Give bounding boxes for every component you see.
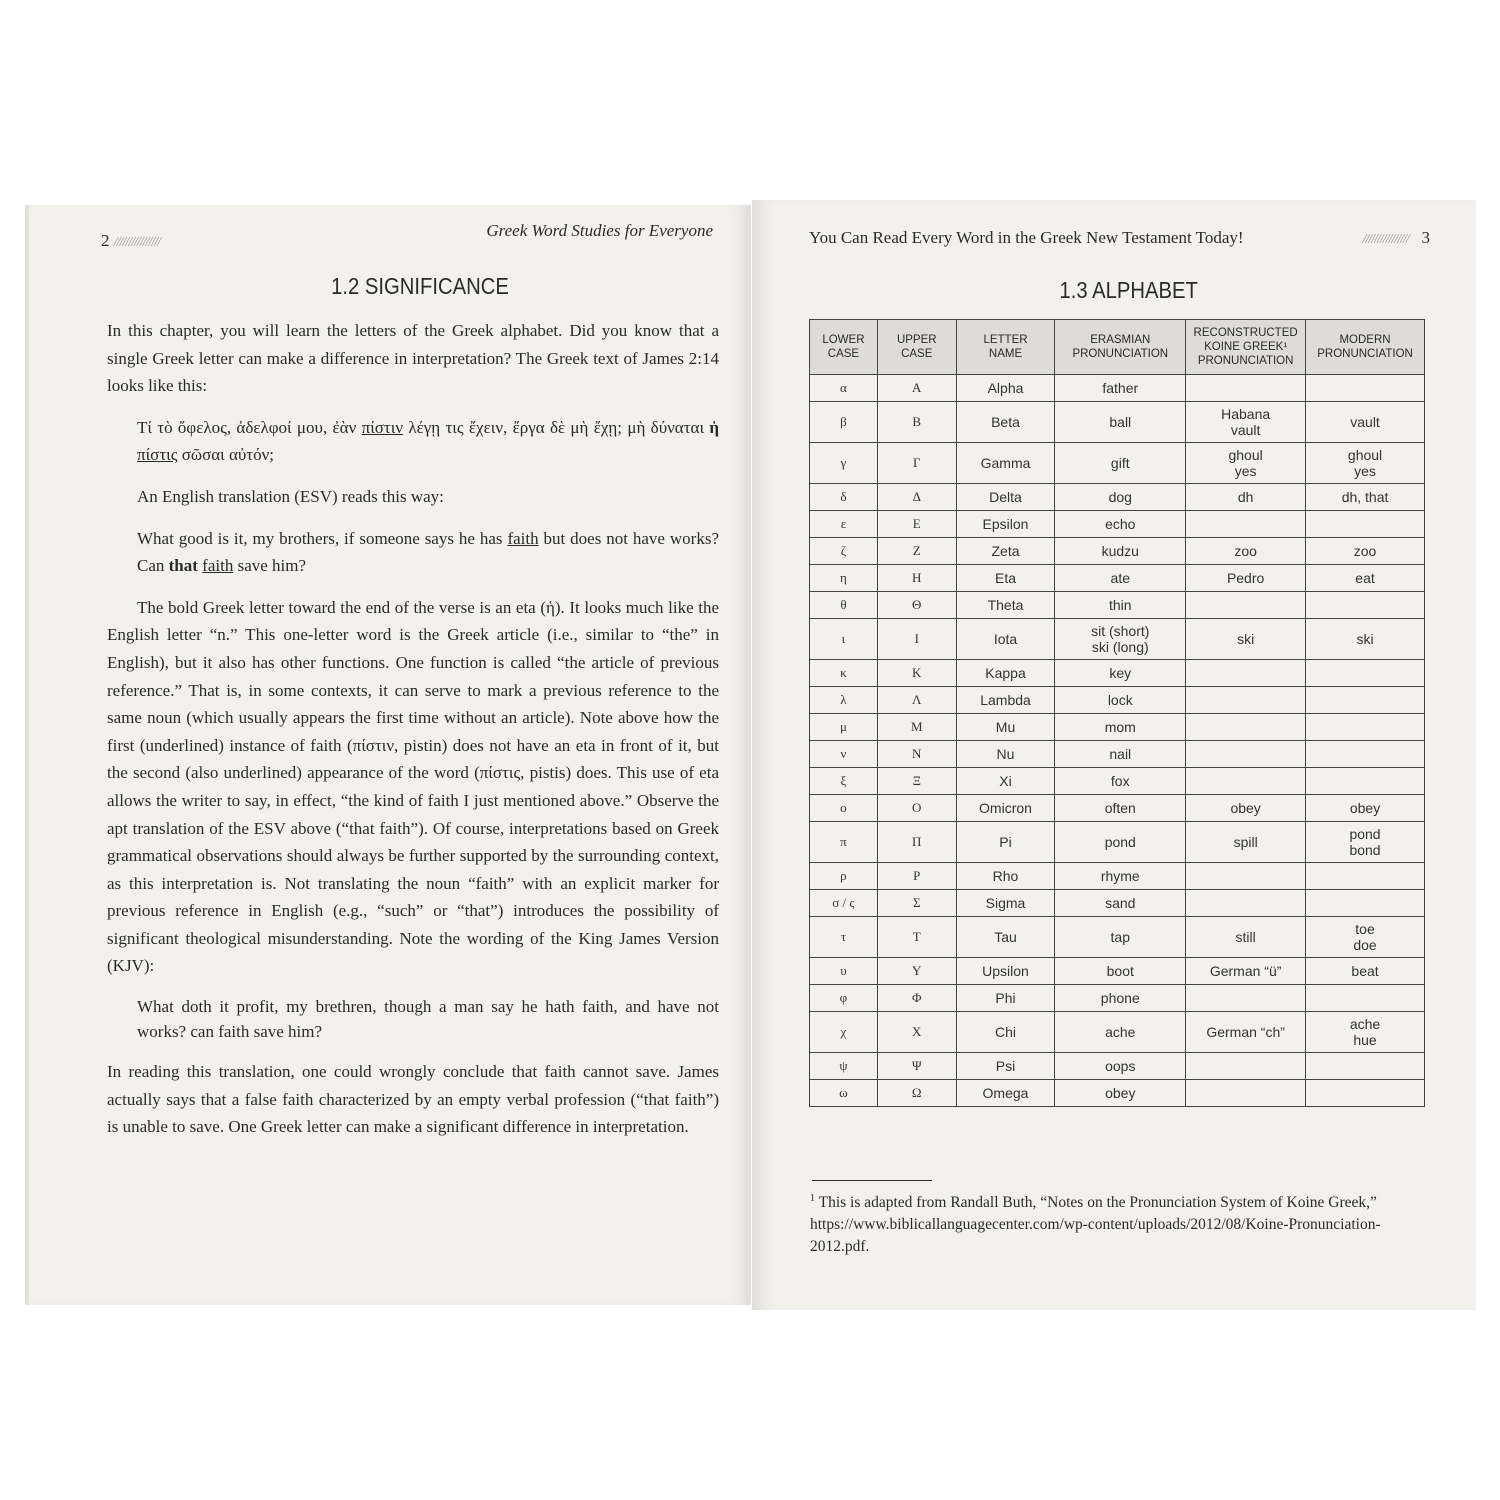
- table-row: [810, 511, 1425, 538]
- lowercase-cell: σ / ς: [810, 890, 878, 917]
- letter-name-cell: Delta: [956, 484, 1055, 511]
- letter-name-cell: Theta: [956, 592, 1055, 619]
- lowercase-cell: ε: [810, 511, 878, 538]
- modern-cell: [1306, 890, 1425, 917]
- koine-cell: [1186, 687, 1306, 714]
- letter-name-cell: Omega: [956, 1080, 1055, 1107]
- koine-cell: [1186, 1053, 1306, 1080]
- modern-cell: vault: [1306, 402, 1425, 443]
- table-row: [810, 375, 1425, 402]
- letter-name-cell: Lambda: [956, 687, 1055, 714]
- underlined-word: πίστις: [137, 445, 178, 465]
- lowercase-cell: ζ: [810, 538, 878, 565]
- letter-name-cell: Chi: [956, 1012, 1055, 1053]
- section-title: 1.3 ALPHABET: [1059, 277, 1198, 303]
- esv-quote: [107, 525, 719, 580]
- column-header: MODERN PRONUNCIATION: [1306, 320, 1425, 375]
- uppercase-cell: Σ: [877, 890, 956, 917]
- left-page: [25, 205, 751, 1305]
- uppercase-cell: Υ: [877, 958, 956, 985]
- text: What good is it, my brothers, if someone says he has: [137, 528, 508, 548]
- table-row: [810, 985, 1425, 1012]
- table-row: [810, 863, 1425, 890]
- uppercase-cell: Π: [877, 822, 956, 863]
- section-title: 1.2 SIGNIFICANCE: [331, 273, 509, 299]
- uppercase-cell: Φ: [877, 985, 956, 1012]
- modern-cell: [1306, 1053, 1425, 1080]
- erasmian-cell: lock: [1055, 687, 1186, 714]
- page-number: 3: [1421, 228, 1430, 247]
- lowercase-cell: λ: [810, 687, 878, 714]
- koine-cell: [1186, 1080, 1306, 1107]
- erasmian-cell: nail: [1055, 741, 1186, 768]
- column-header: ERASMIAN PRONUNCIATION: [1055, 320, 1186, 375]
- table-row: [810, 1080, 1425, 1107]
- modern-cell: ghoul yes: [1306, 443, 1425, 484]
- letter-name-cell: Pi: [956, 822, 1055, 863]
- koine-cell: [1186, 985, 1306, 1012]
- lowercase-cell: β: [810, 402, 878, 443]
- column-header: LETTER NAME: [956, 320, 1055, 375]
- koine-cell: [1186, 375, 1306, 402]
- modern-cell: dh, that: [1306, 484, 1425, 511]
- footnote-divider: [812, 1180, 932, 1181]
- letter-name-cell: Upsilon: [956, 958, 1055, 985]
- text: but does not have works? Can: [137, 528, 719, 576]
- erasmian-cell: fox: [1055, 768, 1186, 795]
- koine-cell: [1186, 511, 1306, 538]
- lowercase-cell: ψ: [810, 1053, 878, 1080]
- body-text: [107, 317, 719, 1141]
- modern-cell: eat: [1306, 565, 1425, 592]
- koine-cell: German “ch”: [1186, 1012, 1306, 1053]
- uppercase-cell: Κ: [877, 660, 956, 687]
- erasmian-cell: gift: [1055, 443, 1186, 484]
- erasmian-cell: boot: [1055, 958, 1186, 985]
- page-number: 2: [101, 231, 110, 250]
- koine-cell: [1186, 863, 1306, 890]
- table-row: [810, 958, 1425, 985]
- lowercase-cell: υ: [810, 958, 878, 985]
- uppercase-cell: Ε: [877, 511, 956, 538]
- erasmian-cell: rhyme: [1055, 863, 1186, 890]
- lowercase-cell: φ: [810, 985, 878, 1012]
- uppercase-cell: Ν: [877, 741, 956, 768]
- letter-name-cell: Sigma: [956, 890, 1055, 917]
- alphabet-table: [809, 319, 1425, 1107]
- erasmian-cell: oops: [1055, 1053, 1186, 1080]
- letter-name-cell: Epsilon: [956, 511, 1055, 538]
- modern-cell: [1306, 714, 1425, 741]
- koine-cell: [1186, 741, 1306, 768]
- uppercase-cell: Ψ: [877, 1053, 956, 1080]
- uppercase-cell: Ι: [877, 619, 956, 660]
- letter-name-cell: Psi: [956, 1053, 1055, 1080]
- uppercase-cell: Ξ: [877, 768, 956, 795]
- underlined-word: faith: [507, 528, 539, 548]
- modern-cell: beat: [1306, 958, 1425, 985]
- koine-cell: spill: [1186, 822, 1306, 863]
- table-header-row: [810, 320, 1425, 375]
- table-row: [810, 822, 1425, 863]
- koine-cell: [1186, 592, 1306, 619]
- uppercase-cell: Δ: [877, 484, 956, 511]
- koine-cell: Habana vault: [1186, 402, 1306, 443]
- modern-cell: obey: [1306, 795, 1425, 822]
- lowercase-cell: θ: [810, 592, 878, 619]
- modern-cell: [1306, 741, 1425, 768]
- bold-eta: ἡ: [709, 417, 719, 437]
- modern-cell: zoo: [1306, 538, 1425, 565]
- letter-name-cell: Rho: [956, 863, 1055, 890]
- text: σῶσαι αὐτόν;: [177, 445, 275, 465]
- uppercase-cell: Β: [877, 402, 956, 443]
- modern-cell: ski: [1306, 619, 1425, 660]
- table-body: [810, 375, 1425, 1107]
- modern-cell: [1306, 687, 1425, 714]
- running-title: Greek Word Studies for Everyone: [486, 221, 713, 240]
- lowercase-cell: ω: [810, 1080, 878, 1107]
- erasmian-cell: mom: [1055, 714, 1186, 741]
- greek-quote: [107, 414, 719, 469]
- paragraph: The bold Greek letter toward the end of the verse is an eta (ἡ). It looks much like the English letter “n.” This one-letter word is the Greek article (i.e., similar to “the” in English), but it also has other functions. One function is called “the article of previous reference.” That is, in some contexts, it can serve to mark a previous reference to the same noun (which usually appears the first time without an article). Note above how the first (underlined) instance of faith (πίστιν, pistin) does not have an eta in front of it, but the second (also underlined) appearance of the word (πίστις, pistis) does. This use of eta allows the writer to say, in effect, “the kind of faith I just mentioned above.” Observe the apt translation of the ESV above (“that faith”). Of course, interpretations based on Greek grammatical observations should always be further supported by the surrounding context, as this interpretation is. Not translating the noun “faith” with an explicit marker for previous reference in English (e.g., “such” or “that”) introduces the possibility of significant theological misunderstanding. Note the wording of the King James Version (KJV):: [107, 597, 719, 976]
- letter-name-cell: Mu: [956, 714, 1055, 741]
- koine-cell: [1186, 890, 1306, 917]
- footnote: [810, 1188, 1430, 1258]
- table-row: [810, 443, 1425, 484]
- uppercase-cell: Ω: [877, 1080, 956, 1107]
- right-page: [752, 200, 1476, 1310]
- modern-cell: [1306, 985, 1425, 1012]
- koine-cell: Pedro: [1186, 565, 1306, 592]
- uppercase-cell: Χ: [877, 1012, 956, 1053]
- table-row: [810, 890, 1425, 917]
- paragraph: In reading this translation, one could wrongly conclude that faith cannot save. James actually says that a false faith characterized by an empty verbal profession (“that faith”) is unable to save. One Greek letter can make a significant difference in interpretation.: [107, 1062, 719, 1137]
- underlined-word: πίστιν: [361, 417, 404, 437]
- letter-name-cell: Omicron: [956, 795, 1055, 822]
- koine-cell: German “ü”: [1186, 958, 1306, 985]
- lowercase-cell: ο: [810, 795, 878, 822]
- erasmian-cell: dog: [1055, 484, 1186, 511]
- erasmian-cell: thin: [1055, 592, 1186, 619]
- uppercase-cell: Α: [877, 375, 956, 402]
- koine-cell: [1186, 768, 1306, 795]
- lowercase-cell: π: [810, 822, 878, 863]
- lowercase-cell: κ: [810, 660, 878, 687]
- erasmian-cell: sand: [1055, 890, 1186, 917]
- lowercase-cell: τ: [810, 917, 878, 958]
- letter-name-cell: Beta: [956, 402, 1055, 443]
- letter-name-cell: Alpha: [956, 375, 1055, 402]
- koine-cell: dh: [1186, 484, 1306, 511]
- table-row: [810, 795, 1425, 822]
- erasmian-cell: father: [1055, 375, 1186, 402]
- paragraph: In this chapter, you will learn the letters of the Greek alphabet. Did you know that a single Greek letter can make a difference in interpretation? The Greek text of James 2:14 looks like this:: [107, 321, 719, 396]
- koine-cell: zoo: [1186, 538, 1306, 565]
- uppercase-cell: Λ: [877, 687, 956, 714]
- column-header: LOWER CASE: [810, 320, 878, 375]
- table-row: [810, 402, 1425, 443]
- table-row: [810, 687, 1425, 714]
- koine-cell: [1186, 714, 1306, 741]
- letter-name-cell: Iota: [956, 619, 1055, 660]
- lowercase-cell: μ: [810, 714, 878, 741]
- kjv-quote: What doth it profit, my brethren, though a man say he hath faith, and have not works? can faith save him?: [137, 997, 719, 1042]
- koine-cell: obey: [1186, 795, 1306, 822]
- erasmian-cell: tap: [1055, 917, 1186, 958]
- modern-cell: [1306, 863, 1425, 890]
- column-header: RECONSTRUCTED KOINE GREEK¹ PRONUNCIATION: [1186, 320, 1306, 375]
- erasmian-cell: sit (short) ski (long): [1055, 619, 1186, 660]
- table-row: [810, 1053, 1425, 1080]
- erasmian-cell: kudzu: [1055, 538, 1186, 565]
- lowercase-cell: α: [810, 375, 878, 402]
- table-row: [810, 714, 1425, 741]
- running-title: You Can Read Every Word in the Greek New Testament Today!: [809, 228, 1244, 247]
- erasmian-cell: echo: [1055, 511, 1186, 538]
- esv-intro: An English translation (ESV) reads this way:: [137, 486, 444, 506]
- lowercase-cell: ι: [810, 619, 878, 660]
- text: λέγῃ τις ἔχειν, ἔργα δὲ μὴ ἔχῃ; μὴ δύναται: [403, 417, 710, 437]
- uppercase-cell: Τ: [877, 917, 956, 958]
- hatch-ornament: ////////////////: [1362, 232, 1409, 247]
- uppercase-cell: Ο: [877, 795, 956, 822]
- uppercase-cell: Μ: [877, 714, 956, 741]
- erasmian-cell: pond: [1055, 822, 1186, 863]
- erasmian-cell: ache: [1055, 1012, 1186, 1053]
- page-number-header: [1363, 228, 1430, 248]
- modern-cell: [1306, 511, 1425, 538]
- footnote-text: This is adapted from Randall Buth, “Notes on the Pronunciation System of Koine Greek,” https://www.biblicallanguagecenter.com/wp-content/uploads/2012/08/Koine-Pronunciation-2012.pdf.: [810, 1194, 1381, 1256]
- letter-name-cell: Xi: [956, 768, 1055, 795]
- letter-name-cell: Tau: [956, 917, 1055, 958]
- lowercase-cell: δ: [810, 484, 878, 511]
- koine-cell: [1186, 660, 1306, 687]
- footnote-mark: 1: [810, 1193, 815, 1204]
- lowercase-cell: η: [810, 565, 878, 592]
- hatch-ornament: ////////////////: [113, 235, 160, 250]
- table-row: [810, 917, 1425, 958]
- modern-cell: [1306, 375, 1425, 402]
- uppercase-cell: Θ: [877, 592, 956, 619]
- text: Τί τὸ ὄφελος, ἀδελφοί μου, ἐὰν: [137, 417, 362, 437]
- column-header: UPPER CASE: [877, 320, 956, 375]
- lowercase-cell: γ: [810, 443, 878, 484]
- table-row: [810, 1012, 1425, 1053]
- letter-name-cell: Kappa: [956, 660, 1055, 687]
- table-row: [810, 660, 1425, 687]
- modern-cell: ache hue: [1306, 1012, 1425, 1053]
- letter-name-cell: Eta: [956, 565, 1055, 592]
- koine-cell: ghoul yes: [1186, 443, 1306, 484]
- erasmian-cell: often: [1055, 795, 1186, 822]
- letter-name-cell: Phi: [956, 985, 1055, 1012]
- text: save him?: [233, 556, 307, 576]
- letter-name-cell: Nu: [956, 741, 1055, 768]
- page-number-header: [101, 231, 160, 251]
- table-row: [810, 741, 1425, 768]
- erasmian-cell: ball: [1055, 402, 1186, 443]
- letter-name-cell: Zeta: [956, 538, 1055, 565]
- uppercase-cell: Γ: [877, 443, 956, 484]
- modern-cell: [1306, 768, 1425, 795]
- table-row: [810, 565, 1425, 592]
- koine-cell: ski: [1186, 619, 1306, 660]
- uppercase-cell: Ζ: [877, 538, 956, 565]
- modern-cell: toe doe: [1306, 917, 1425, 958]
- table-row: [810, 768, 1425, 795]
- erasmian-cell: obey: [1055, 1080, 1186, 1107]
- erasmian-cell: phone: [1055, 985, 1186, 1012]
- table-row: [810, 592, 1425, 619]
- bold-word: that: [168, 556, 198, 576]
- modern-cell: pond bond: [1306, 822, 1425, 863]
- koine-cell: still: [1186, 917, 1306, 958]
- erasmian-cell: key: [1055, 660, 1186, 687]
- letter-name-cell: Gamma: [956, 443, 1055, 484]
- modern-cell: [1306, 592, 1425, 619]
- table-row: [810, 619, 1425, 660]
- lowercase-cell: ρ: [810, 863, 878, 890]
- modern-cell: [1306, 1080, 1425, 1107]
- uppercase-cell: Ρ: [877, 863, 956, 890]
- table-row: [810, 538, 1425, 565]
- lowercase-cell: ν: [810, 741, 878, 768]
- table-row: [810, 484, 1425, 511]
- underlined-word: faith: [202, 556, 234, 576]
- lowercase-cell: ξ: [810, 768, 878, 795]
- lowercase-cell: χ: [810, 1012, 878, 1053]
- uppercase-cell: Η: [877, 565, 956, 592]
- modern-cell: [1306, 660, 1425, 687]
- erasmian-cell: ate: [1055, 565, 1186, 592]
